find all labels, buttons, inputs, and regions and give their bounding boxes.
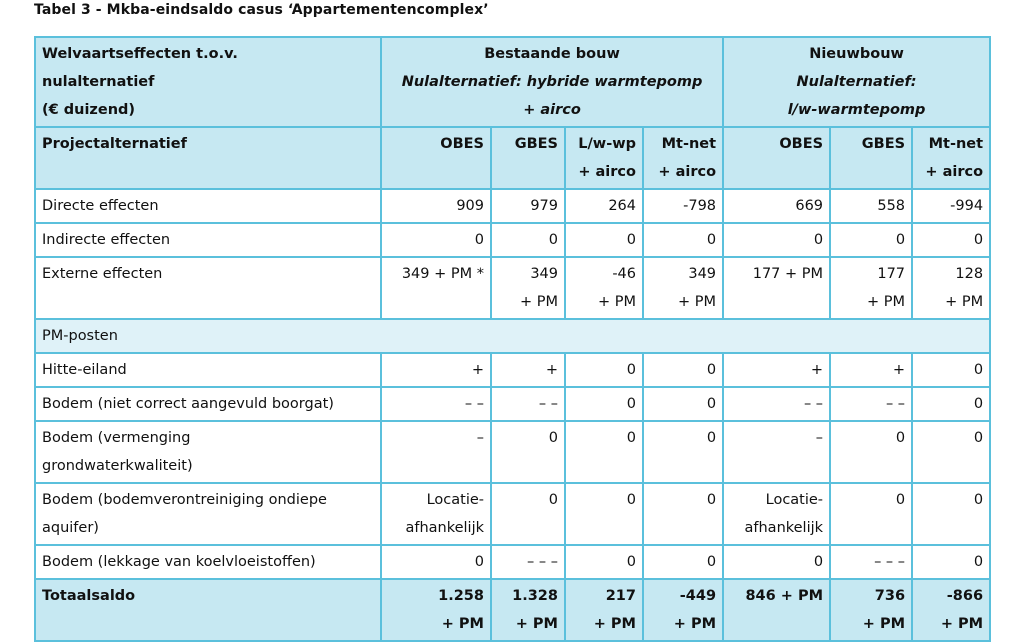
table-cell: 0 bbox=[565, 353, 643, 387]
table-cell: 349 + PM bbox=[643, 257, 723, 319]
table-row bbox=[35, 257, 990, 319]
table-cell: -798 bbox=[643, 189, 723, 223]
table-row bbox=[35, 387, 990, 421]
table-cell: 217 + PM bbox=[565, 579, 643, 641]
table-cell: 0 bbox=[643, 353, 723, 387]
header-corner: Welvaartseffecten t.o.v. nulalternatief (€ duizend) bbox=[35, 37, 381, 127]
col-header: Mt-net + airco bbox=[643, 127, 723, 189]
table-cell: 909 bbox=[381, 189, 491, 223]
table-row bbox=[35, 483, 990, 545]
table-cell: – – bbox=[830, 387, 912, 421]
table-cell: 736 + PM bbox=[830, 579, 912, 641]
row-label: Bodem (bodemverontreiniging ondiepe aquifer) bbox=[35, 483, 381, 545]
table-cell: 0 bbox=[643, 545, 723, 579]
table-cell: – bbox=[381, 421, 491, 483]
table-cell: 349 + PM * bbox=[381, 257, 491, 319]
table-cell: -994 bbox=[912, 189, 990, 223]
table-cell: 0 bbox=[723, 545, 830, 579]
table-cell: – – – bbox=[830, 545, 912, 579]
table-cell: – bbox=[723, 421, 830, 483]
table-cell: 0 bbox=[830, 421, 912, 483]
header-row bbox=[35, 37, 990, 127]
col-header: GBES bbox=[491, 127, 565, 189]
table-cell: -46 + PM bbox=[565, 257, 643, 319]
table-row bbox=[35, 189, 990, 223]
col-header: OBES bbox=[723, 127, 830, 189]
table-cell: 0 bbox=[565, 223, 643, 257]
group2-subtitle: Nulalternatief: l/w-warmtepomp bbox=[787, 74, 926, 118]
table-cell: 0 bbox=[565, 545, 643, 579]
table-cell: Locatie- afhankelijk bbox=[723, 483, 830, 545]
table-cell: 1.328 + PM bbox=[491, 579, 565, 641]
table-cell: 0 bbox=[565, 483, 643, 545]
row-label: Totaalsaldo bbox=[35, 579, 381, 641]
table-cell: 558 bbox=[830, 189, 912, 223]
table-cell: 0 bbox=[491, 421, 565, 483]
col-header: GBES bbox=[830, 127, 912, 189]
group-bestaande-bouw bbox=[381, 37, 723, 127]
col-header: L/w-wp + airco bbox=[565, 127, 643, 189]
row-label: Bodem (niet correct aangevuld boorgat) bbox=[35, 387, 381, 421]
table-cell: 0 bbox=[912, 223, 990, 257]
col-header: OBES bbox=[381, 127, 491, 189]
table-cell: + bbox=[491, 353, 565, 387]
table-cell: 846 + PM bbox=[723, 579, 830, 641]
row-label: Directe effecten bbox=[35, 189, 381, 223]
results-table bbox=[34, 36, 991, 642]
table-cell: + bbox=[723, 353, 830, 387]
table-caption: Tabel 3 - Mkba-eindsaldo casus ‘Appartementencomplex’ bbox=[34, 2, 489, 18]
table-cell: -449 + PM bbox=[643, 579, 723, 641]
col-header: Mt-net + airco bbox=[912, 127, 990, 189]
table-cell: 0 bbox=[643, 387, 723, 421]
table-row bbox=[35, 223, 990, 257]
total-row bbox=[35, 579, 990, 641]
table-cell: 0 bbox=[643, 483, 723, 545]
table-cell: 0 bbox=[912, 421, 990, 483]
table-cell: 0 bbox=[491, 483, 565, 545]
table-cell: 0 bbox=[912, 387, 990, 421]
row-label: Externe effecten bbox=[35, 257, 381, 319]
table-cell: 1.258 + PM bbox=[381, 579, 491, 641]
subheader-row bbox=[35, 127, 990, 189]
table-cell: 264 bbox=[565, 189, 643, 223]
table-cell: 0 bbox=[912, 545, 990, 579]
table-cell: -866 + PM bbox=[912, 579, 990, 641]
table-cell: – – bbox=[381, 387, 491, 421]
table-cell: – – bbox=[723, 387, 830, 421]
table-row bbox=[35, 421, 990, 483]
row-label: Hitte-eiland bbox=[35, 353, 381, 387]
table-cell: 0 bbox=[643, 223, 723, 257]
pm-section-label: PM-posten bbox=[35, 319, 990, 353]
table-cell: 128 + PM bbox=[912, 257, 990, 319]
table-cell: 0 bbox=[912, 353, 990, 387]
table-cell: 177 + PM bbox=[830, 257, 912, 319]
table-cell: – – – bbox=[491, 545, 565, 579]
pm-section-row bbox=[35, 319, 990, 353]
table-cell: 0 bbox=[830, 223, 912, 257]
table-cell: 0 bbox=[723, 223, 830, 257]
table-cell: 979 bbox=[491, 189, 565, 223]
table-cell: – – bbox=[491, 387, 565, 421]
table-cell: 0 bbox=[643, 421, 723, 483]
group2-title: Nieuwbouw bbox=[809, 46, 904, 62]
table-cell: + bbox=[381, 353, 491, 387]
table-cell: 0 bbox=[912, 483, 990, 545]
table-cell: 0 bbox=[830, 483, 912, 545]
projectalternatief-label: Projectalternatief bbox=[35, 127, 381, 189]
table-cell: Locatie- afhankelijk bbox=[381, 483, 491, 545]
table-cell: 349 + PM bbox=[491, 257, 565, 319]
group-nieuwbouw bbox=[723, 37, 990, 127]
table-cell: 177 + PM bbox=[723, 257, 830, 319]
group1-title: Bestaande bouw bbox=[484, 46, 620, 62]
table-cell: 0 bbox=[491, 223, 565, 257]
table-cell: 0 bbox=[565, 387, 643, 421]
row-label: Indirecte effecten bbox=[35, 223, 381, 257]
table-row bbox=[35, 353, 990, 387]
table-cell: 0 bbox=[381, 545, 491, 579]
table-cell: 669 bbox=[723, 189, 830, 223]
row-label: Bodem (lekkage van koelvloeistoffen) bbox=[35, 545, 381, 579]
table-row bbox=[35, 545, 990, 579]
table-cell: 0 bbox=[565, 421, 643, 483]
table-cell: 0 bbox=[381, 223, 491, 257]
table-cell: + bbox=[830, 353, 912, 387]
group1-subtitle: Nulalternatief: hybride warmtepomp + airco bbox=[401, 74, 703, 118]
row-label: Bodem (vermenging grondwaterkwaliteit) bbox=[35, 421, 381, 483]
